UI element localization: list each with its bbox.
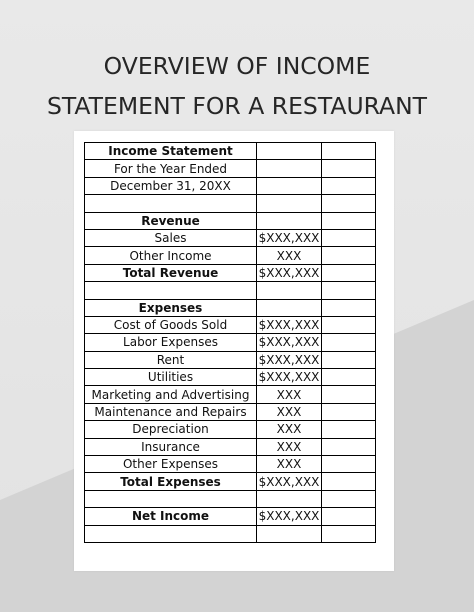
row-label: Utilities — [85, 369, 257, 386]
row-label: Sales — [85, 229, 257, 246]
row-empty-cell — [322, 195, 376, 212]
row-amount: $XXX,XXX — [257, 229, 322, 246]
row-empty-cell — [322, 212, 376, 229]
row-amount — [257, 195, 322, 212]
row-empty-cell — [322, 143, 376, 160]
row-label: Labor Expenses — [85, 334, 257, 351]
row-empty-cell — [322, 456, 376, 473]
row-label: Total Expenses — [85, 473, 257, 490]
row-label: Income Statement — [85, 143, 257, 160]
row-empty-cell — [322, 438, 376, 455]
income-statement-table — [84, 142, 376, 543]
row-label: For the Year Ended — [85, 160, 257, 177]
row-amount — [257, 525, 322, 542]
table-row — [85, 282, 376, 299]
row-empty-cell — [322, 490, 376, 507]
row-label: December 31, 20XX — [85, 177, 257, 194]
row-label: Rent — [85, 351, 257, 368]
row-amount — [257, 282, 322, 299]
row-amount — [257, 212, 322, 229]
row-amount — [257, 160, 322, 177]
row-amount: XXX — [257, 456, 322, 473]
row-amount — [257, 299, 322, 316]
table-row — [85, 177, 376, 194]
row-label: Total Revenue — [85, 264, 257, 281]
table-row — [85, 247, 376, 264]
table-row — [85, 421, 376, 438]
row-amount: XXX — [257, 247, 322, 264]
row-label — [85, 195, 257, 212]
row-empty-cell — [322, 247, 376, 264]
row-amount: $XXX,XXX — [257, 473, 322, 490]
row-label: Revenue — [85, 212, 257, 229]
row-empty-cell — [322, 473, 376, 490]
row-amount: $XXX,XXX — [257, 351, 322, 368]
table-row — [85, 508, 376, 525]
row-label: Maintenance and Repairs — [85, 403, 257, 420]
title-line-1: OVERVIEW OF INCOME — [103, 52, 371, 80]
row-amount — [257, 490, 322, 507]
table-row — [85, 334, 376, 351]
row-label: Other Expenses — [85, 456, 257, 473]
row-label — [85, 490, 257, 507]
row-empty-cell — [322, 160, 376, 177]
row-amount: $XXX,XXX — [257, 264, 322, 281]
table-row — [85, 160, 376, 177]
table-row — [85, 490, 376, 507]
table-row — [85, 264, 376, 281]
table-row — [85, 195, 376, 212]
table-row — [85, 299, 376, 316]
row-amount — [257, 143, 322, 160]
row-label: Other Income — [85, 247, 257, 264]
row-empty-cell — [322, 403, 376, 420]
table-row — [85, 316, 376, 333]
table-row — [85, 351, 376, 368]
row-amount: $XXX,XXX — [257, 334, 322, 351]
table-row — [85, 386, 376, 403]
row-empty-cell — [322, 282, 376, 299]
row-empty-cell — [322, 334, 376, 351]
table-row — [85, 403, 376, 420]
row-label: Marketing and Advertising — [85, 386, 257, 403]
row-amount — [257, 177, 322, 194]
page-title — [0, 46, 474, 126]
row-amount: $XXX,XXX — [257, 508, 322, 525]
table-row — [85, 456, 376, 473]
row-empty-cell — [322, 299, 376, 316]
row-label: Depreciation — [85, 421, 257, 438]
table-row — [85, 143, 376, 160]
title-line-2: STATEMENT FOR A RESTAURANT — [46, 92, 428, 120]
row-amount: XXX — [257, 421, 322, 438]
row-amount: XXX — [257, 403, 322, 420]
income-statement-body — [85, 143, 376, 543]
table-row — [85, 525, 376, 542]
row-empty-cell — [322, 264, 376, 281]
row-empty-cell — [322, 508, 376, 525]
row-label: Expenses — [85, 299, 257, 316]
row-amount: XXX — [257, 438, 322, 455]
row-empty-cell — [322, 525, 376, 542]
table-row — [85, 212, 376, 229]
table-row — [85, 438, 376, 455]
row-empty-cell — [322, 177, 376, 194]
row-label: Cost of Goods Sold — [85, 316, 257, 333]
row-empty-cell — [322, 369, 376, 386]
row-amount: XXX — [257, 386, 322, 403]
row-empty-cell — [322, 351, 376, 368]
table-row — [85, 473, 376, 490]
row-amount: $XXX,XXX — [257, 369, 322, 386]
row-label: Insurance — [85, 438, 257, 455]
row-amount: $XXX,XXX — [257, 316, 322, 333]
row-empty-cell — [322, 316, 376, 333]
row-label: Net Income — [85, 508, 257, 525]
row-label — [85, 525, 257, 542]
row-empty-cell — [322, 229, 376, 246]
row-empty-cell — [322, 386, 376, 403]
row-label — [85, 282, 257, 299]
table-row — [85, 229, 376, 246]
row-empty-cell — [322, 421, 376, 438]
table-row — [85, 369, 376, 386]
